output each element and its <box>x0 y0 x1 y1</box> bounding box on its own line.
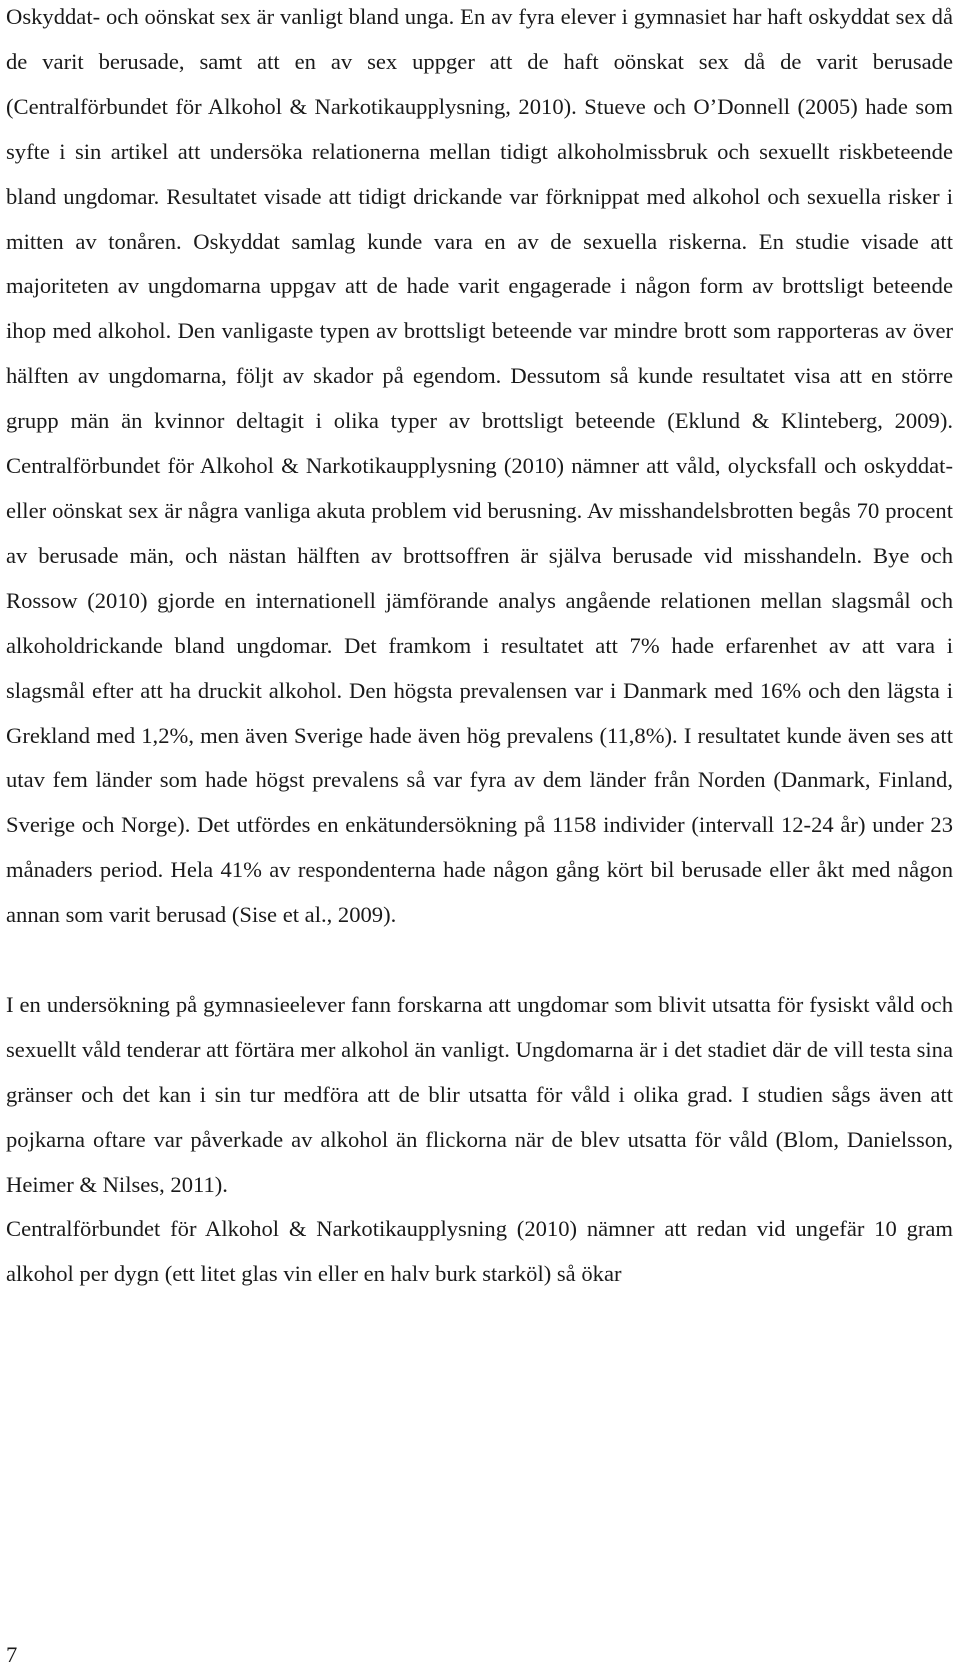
paragraph-spacer <box>6 938 953 983</box>
paragraph-2: I en undersökning på gymnasieelever fann forskarna att ungdomar som blivit utsatta för fysiskt våld och sexuellt våld tenderar att förtära mer alkohol än vanligt. Ungdomarna är i det stadiet där de vill testa sina gränser och det kan i sin tur medföra att de blir utsatta för våld i olika grad. I studien sågs även att pojkarna oftare var påverkade av alkohol än flickorna när de blev utsatta för våld (Blom, Danielsson, Heimer & Nilses, 2011). <box>6 991 953 1197</box>
document-body <box>6 0 953 1297</box>
page-number: 7 <box>6 1642 18 1667</box>
paragraph-3: Centralförbundet för Alkohol & Narkotikaupplysning (2010) nämner att redan vid ungefär 10 gram alkohol per dygn (ett litet glas vin eller en halv burk starköl) så ökar <box>6 1216 953 1287</box>
paragraph-1: Oskyddat- och oönskat sex är vanligt bland unga. En av fyra elever i gymnasiet har haft oskyddat sex då de varit berusade, samt att en av sex uppger att de haft oönskat sex då de varit berusade (Centralförbundet för Alkohol & Narkotikaupplysning, 2010). Stueve och O’Donnell (2005) hade som syfte i sin artikel att undersöka relationerna mellan tidigt alkoholmissbruk och sexuellt riskbeteende bland ungdomar. Resultatet visade att tidigt drickande var förknippat med alkohol och sexuella risker i mitten av tonåren. Oskyddat samlag kunde vara en av de sexuella riskerna. En studie visade att majoriteten av ungdomarna uppgav att de hade varit engagerade i någon form av brottsligt beteende ihop med alkohol. Den vanligaste typen av brottsligt beteende var mindre brott som rapporteras av över hälften av ungdomarna, följt av skador på egendom. Dessutom så kunde resultatet visa att en större grupp män än kvinnor deltagit i olika typer av brottsligt beteende (Eklund & Klinteberg, 2009). Centralförbundet för Alkohol & Narkotikaupplysning (2010) nämner att våld, olycksfall och oskyddat- eller oönskat sex är några vanliga akuta problem vid berusning. Av misshandelsbrotten begås 70 procent av berusade män, och nästan hälften av brottsoffren är själva berusade vid misshandeln. Bye och Rossow (2010) gjorde en internationell jämförande analys angående relationen mellan slagsmål och alkoholdrickande bland ungdomar. Det framkom i resultatet att 7% hade erfarenhet av att vara i slagsmål efter att ha druckit alkohol. Den högsta prevalensen var i Danmark med 16% och den lägsta i Grekland med 1,2%, men även Sverige hade även hög prevalens (11,8%). I resultatet kunde även ses att utav fem länder som hade högst prevalens så var fyra av dem länder från Norden (Danmark, Finland, Sverige och Norge). Det utfördes en enkätundersökning på 1158 individer (intervall 12-24 år) under 23 månaders period. Hela 41% av respondenterna hade någon gång kört bil berusade eller åkt med någon annan som varit berusad (Sise et al., 2009). <box>6 4 953 928</box>
